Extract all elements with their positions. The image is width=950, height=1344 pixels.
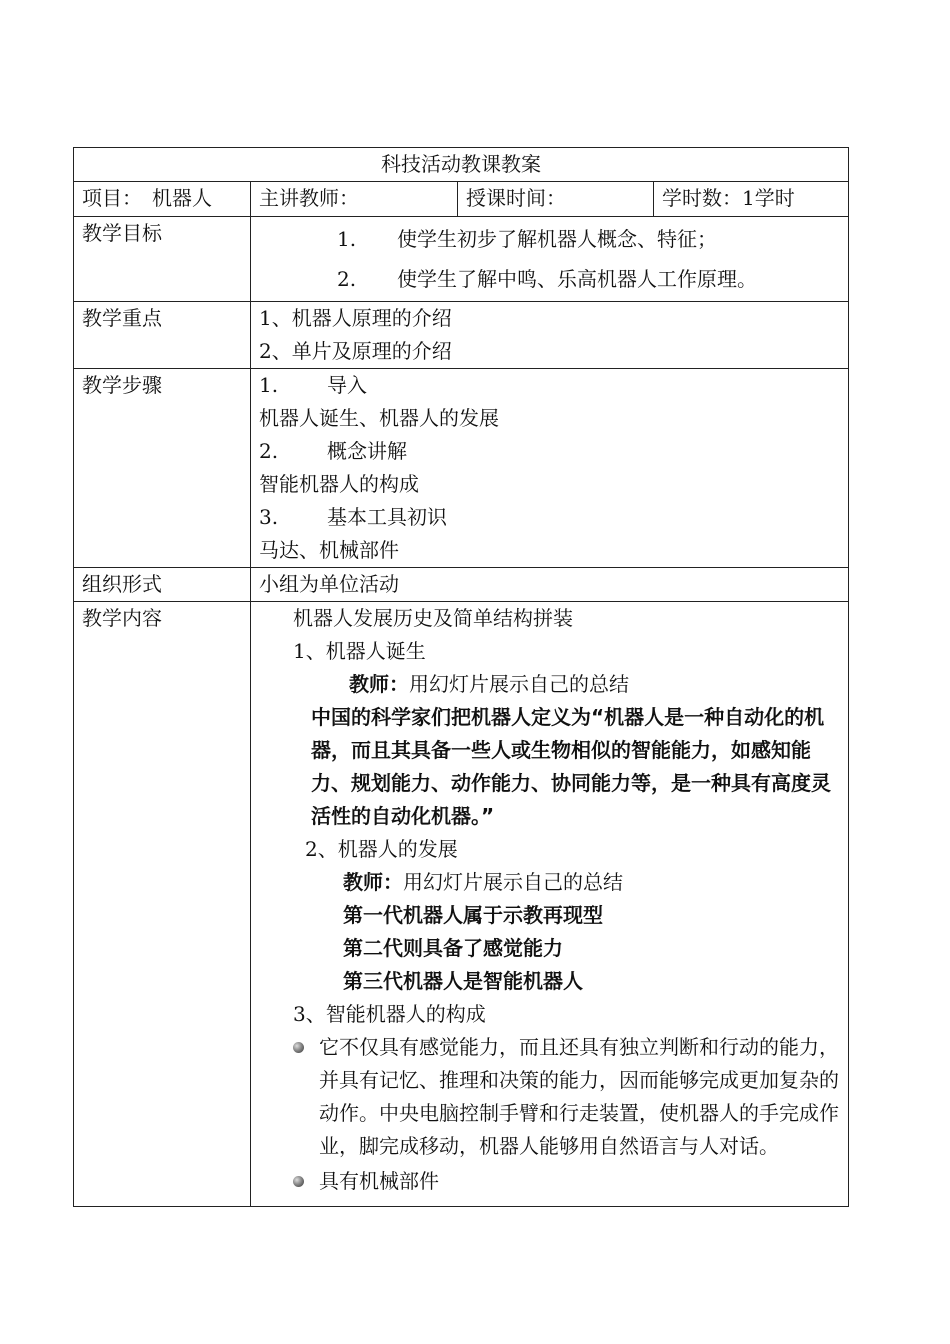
step-title — [259, 435, 840, 468]
round-bullet-icon — [293, 1176, 304, 1187]
lesson-plan-table — [73, 147, 849, 1207]
org-value: 小组为单位活动 — [251, 568, 849, 602]
generation-item: 第一代机器人属于示教再现型 — [343, 903, 603, 927]
goal-item — [259, 219, 840, 259]
generation-item: 第二代则具备了感觉能力 — [343, 936, 563, 960]
step-detail: 马达、机械部件 — [259, 538, 399, 562]
step-title-text: 导入 — [327, 373, 367, 397]
content-heading: 机器人发展历史及简单结构拼装 — [293, 606, 573, 630]
content-label: 教学内容 — [74, 602, 251, 1207]
goal-number: 1. — [337, 227, 357, 251]
teacher-prefix: 教师： — [349, 672, 409, 696]
focus-line: 2、单片及原理的介绍 — [259, 339, 452, 363]
class-time-cell: 授课时间： — [458, 182, 654, 217]
step-title-text: 概念讲解 — [327, 439, 407, 463]
robot-definition: 中国的科学家们把机器人定义为“机器人是一种自动化的机器，而且其具备一些人或生物相似的智能能力，如感知能力、规划能力、动作能力、协同能力等，是一种具有高度灵活性的自动化机器。” — [311, 705, 831, 828]
step-detail: 机器人诞生、机器人的发展 — [259, 406, 499, 430]
step-title — [259, 501, 840, 534]
bullet-item — [259, 1031, 840, 1163]
hours-cell: 学时数：1学时 — [654, 182, 849, 217]
goal-text: 使学生了解中鸣、乐高机器人工作原理。 — [397, 267, 757, 291]
teacher-prefix: 教师： — [343, 870, 403, 894]
goals-cell — [251, 217, 849, 302]
section-heading: 2、机器人的发展 — [305, 837, 458, 861]
focus-label: 教学重点 — [74, 302, 251, 369]
bullet-text: 它不仅具有感觉能力，而且还具有独立判断和行动的能力，并具有记忆、推理和决策的能力，因而能够完成更加复杂的动作。中央电脑控制手臂和行走装置，使机器人的手完成作业，脚完成移动，机器人能够用自然语言与人对话。 — [319, 1035, 839, 1158]
content-cell — [251, 602, 849, 1207]
document-title: 科技活动教课教案 — [74, 148, 849, 182]
goal-text: 使学生初步了解机器人概念、特征； — [397, 227, 717, 251]
teacher-note — [259, 668, 840, 701]
focus-cell — [251, 302, 849, 369]
teacher-note-text: 用幻灯片展示自己的总结 — [409, 672, 629, 696]
step-title — [259, 369, 840, 402]
teacher-note — [259, 866, 840, 899]
org-label: 组织形式 — [74, 568, 251, 602]
section-heading: 3、智能机器人的构成 — [293, 1002, 486, 1026]
step-detail: 智能机器人的构成 — [259, 472, 419, 496]
bullet-item — [259, 1165, 840, 1198]
steps-cell — [251, 369, 849, 568]
step-number: 2. — [259, 439, 279, 463]
step-number: 3. — [259, 505, 279, 529]
lesson-plan — [73, 147, 848, 1207]
focus-line: 1、机器人原理的介绍 — [259, 306, 452, 330]
section-heading: 1、机器人诞生 — [293, 639, 426, 663]
teacher-note-text: 用幻灯片展示自己的总结 — [403, 870, 623, 894]
step-number: 1. — [259, 373, 279, 397]
round-bullet-icon — [293, 1042, 304, 1053]
generation-item: 第三代机器人是智能机器人 — [343, 969, 583, 993]
steps-label: 教学步骤 — [74, 369, 251, 568]
step-title-text: 基本工具初识 — [327, 505, 447, 529]
bullet-text: 具有机械部件 — [319, 1169, 439, 1193]
goals-label: 教学目标 — [74, 217, 251, 302]
teacher-cell: 主讲教师： — [251, 182, 458, 217]
goal-number: 2. — [337, 267, 357, 291]
goal-item — [259, 259, 840, 299]
project-cell: 项目： 机器人 — [74, 182, 251, 217]
